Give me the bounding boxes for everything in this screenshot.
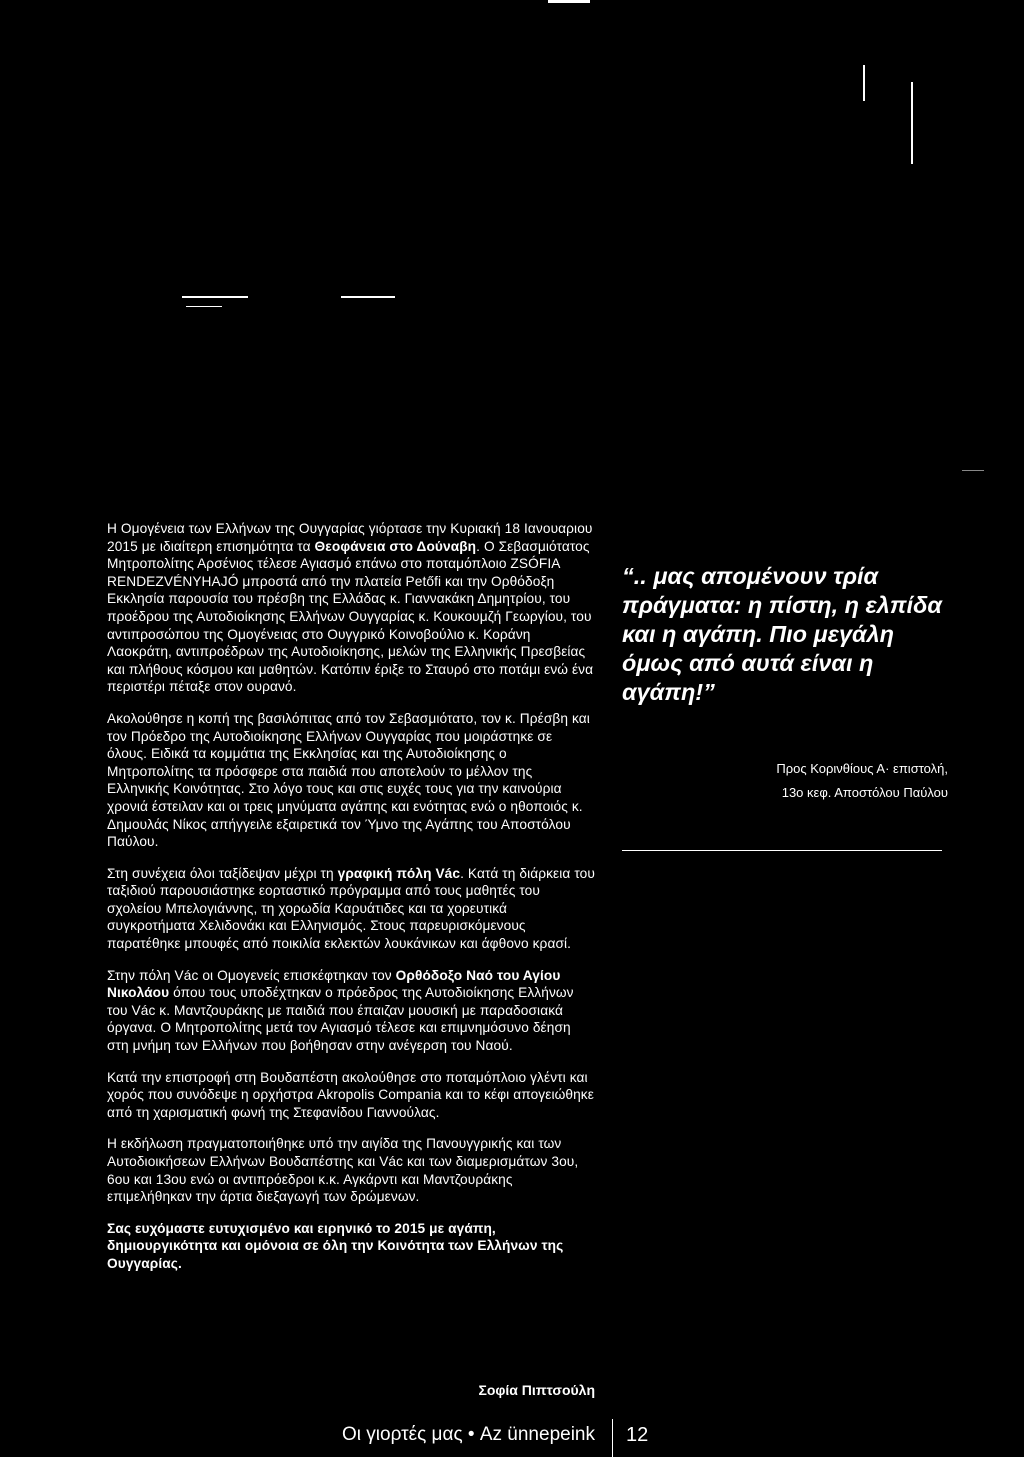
quote-source [622,757,948,805]
page-number: 12 [626,1424,649,1446]
text-run-0: Στη συνέχεια όλοι ταξίδεψαν μέχρι τη [107,865,338,881]
decorative-horizontal-line-3 [341,296,395,298]
decorative-vertical-line-2 [911,82,913,164]
top-edge-mark [548,0,590,3]
text-run-0: Κατά την επιστροφή στη Βουδαπέστη ακολούθησε στο ποταμόπλοιο γλέντι και χορός που συνόδεψε η ορχήστρα Akropolis Compania και το κέφι απογειώθηκε από τη χαρισματική φωνή της Στεφανίδου Γιαννούλας. [107,1069,594,1120]
author-signature: Σοφία Πιπτσούλη [478,1382,595,1398]
bold-run-1: Θεοφάνεια στο Δούναβη [314,538,477,554]
text-run-0: Στην πόλη Vác οι Ομογενείς επισκέφτηκαν τον [107,967,396,983]
bold-run-1: Ορθόδοξο Ναό του Αγίου Νικολάου [107,967,561,1001]
text-run-2: . Κατά τη διάρκεια του ταξιδιού παρουσιάστηκε εορταστικό πρόγραμμα από τους μαθητές του σχολείου Μπελογιάννης, τη χορωδία Καρυάτιδες και τα χορευτικά συγκροτήματα Χελιδονάκι και Ελληνισμός. Στους παρευρισκόμενους παρατέθηκε μπουφές από ποικιλία εκλεκτών λουκάνικων και άφθονο κρασί. [107,865,595,952]
text-run-0: Ακολούθησε η κοπή της βασιλόπιτας από τον Σεβασμιότατο, τον κ. Πρέσβη και τον Πρόεδρο της Αυτοδιοίκησης Ελλήνων Ουγγαρίας που μοιράστηκε σε όλους. Ειδικά τα κομμάτια της Εκκλησίας και της Αυτοδιοίκησης ο Μητροπολίτης τα πρόσφερε στα παιδιά που αποτελούν το μέλλον της Ελληνικής Κοινότητας. Στο λόγο τους και στις ευχές τους για την καινούρια χρονιά έστειλαν και οι τρεις μηνύματα αγάπης και ενότητας ενώ ο ηθοποιός κ. Δημουλάς Νίκος απήγγειλε εξαιρετικά τον Ύμνο της Αγάπης του Αποστόλου Παύλου. [107,710,590,850]
article-paragraph-5 [107,1069,595,1122]
quote-divider [622,850,942,851]
bold-run-0: Σας ευχόμαστε ευτυχισμένο και ειρηνικό το 2015 με αγάπη, δημιουργικότητα και ομόνοια σε όλη την Κοινότητα των Ελλήνων της Ουγγαρίας. [107,1220,564,1271]
text-run-2: όπου τους υποδέχτηκαν ο πρόεδρος της Αυτοδιοίκησης Ελλήνων του Vác κ. Μαντζουράκης με παιδιά που έπαιζαν μουσική με παραδοσιακά όργανα. Ο Μητροπολίτης μετά τον Αγιασμό τέλεσε και επιμνημόσυνο δέηση στη μνήμη των Ελλήνων που βοήθησαν στην ανέγερση του Ναού. [107,985,574,1054]
quote-source-line-2: 13ο κεφ. Αποστόλου Παύλου [781,785,948,800]
pull-quote: “.. μας απομένουν τρία πράγματα: η πίστη, η ελπίδα και η αγάπη. Πιο μεγάλη όμως από αυτά είναι η αγάπη!” [622,563,943,705]
footer-divider [612,1419,613,1457]
section-footer: Οι γιορτές μας • Az ünnepeink [342,1424,595,1445]
article-body [107,520,595,1287]
decorative-vertical-line-1 [863,65,865,101]
article-paragraph-2 [107,710,595,851]
text-run-2: . Ο Σεβασμιότατος Μητροπολίτης Αρσένιος τέλεσε Αγιασμό επάνω στο ποταμόπλοιο ZSÓFIA RENDEZVÉNYHAJÓ μπροστά από την πλατεία Petőfi και την Ορθόδοξη Εκκλησία παρουσία του πρέσβη της Ελλάδας κ. Γιαννακάκη Δημητρίου, του προέδρου της Αυτοδιοίκησης Ελλήνων Ουγγαρίας κ. Κουκουμζή Γεωργίου, του αντιπροσώπου της Ομογένειας στο Ουγγρικό Κοινοβούλιο κ. Κοράνη Λαοκράτη, αντιπροέδρων της Αυτοδιοίκησης, μελών της Ελληνικής Πρεσβείας και πλήθους κόσμου και μαθητών. Κατόπιν έριξε το Σταυρό στο ποτάμι ενώ ένα περιστέρι πέταξε στον ουρανό. [107,538,594,695]
decorative-horizontal-line-2 [186,306,222,307]
decorative-horizontal-line-1 [182,296,248,298]
article-paragraph-4 [107,967,595,1055]
article-paragraph-1 [107,520,595,696]
article-paragraph-7 [107,1220,595,1273]
text-run-0: Η εκδήλωση πραγματοποιήθηκε υπό την αιγίδα της Πανουγγρικής και των Αυτοδιοικήσεων Ελλήνων Βουδαπέστης και Vác και των διαμερισμάτων 3ου, 6ου και 13ου ενώ οι αντιπρόεδροι κ.κ. Αγκάρντι και Μαντζουράκης επιμελήθηκαν την άρτια διεξαγωγή των δρώμενων. [107,1136,579,1205]
bold-run-1: γραφική πόλη Vác [337,865,461,881]
quote-source-line-1: Προς Κορινθίους Α· επιστολή, [776,761,948,776]
text-run-0: Η Ομογένεια των Ελλήνων της Ουγγαρίας γιόρτασε την Κυριακή 18 Ιανουαριου 2015 με ιδιαίτερη επισημότητα τα [107,521,593,554]
decorative-speck [962,470,984,471]
article-paragraph-6 [107,1135,595,1205]
article-paragraph-3 [107,865,595,953]
